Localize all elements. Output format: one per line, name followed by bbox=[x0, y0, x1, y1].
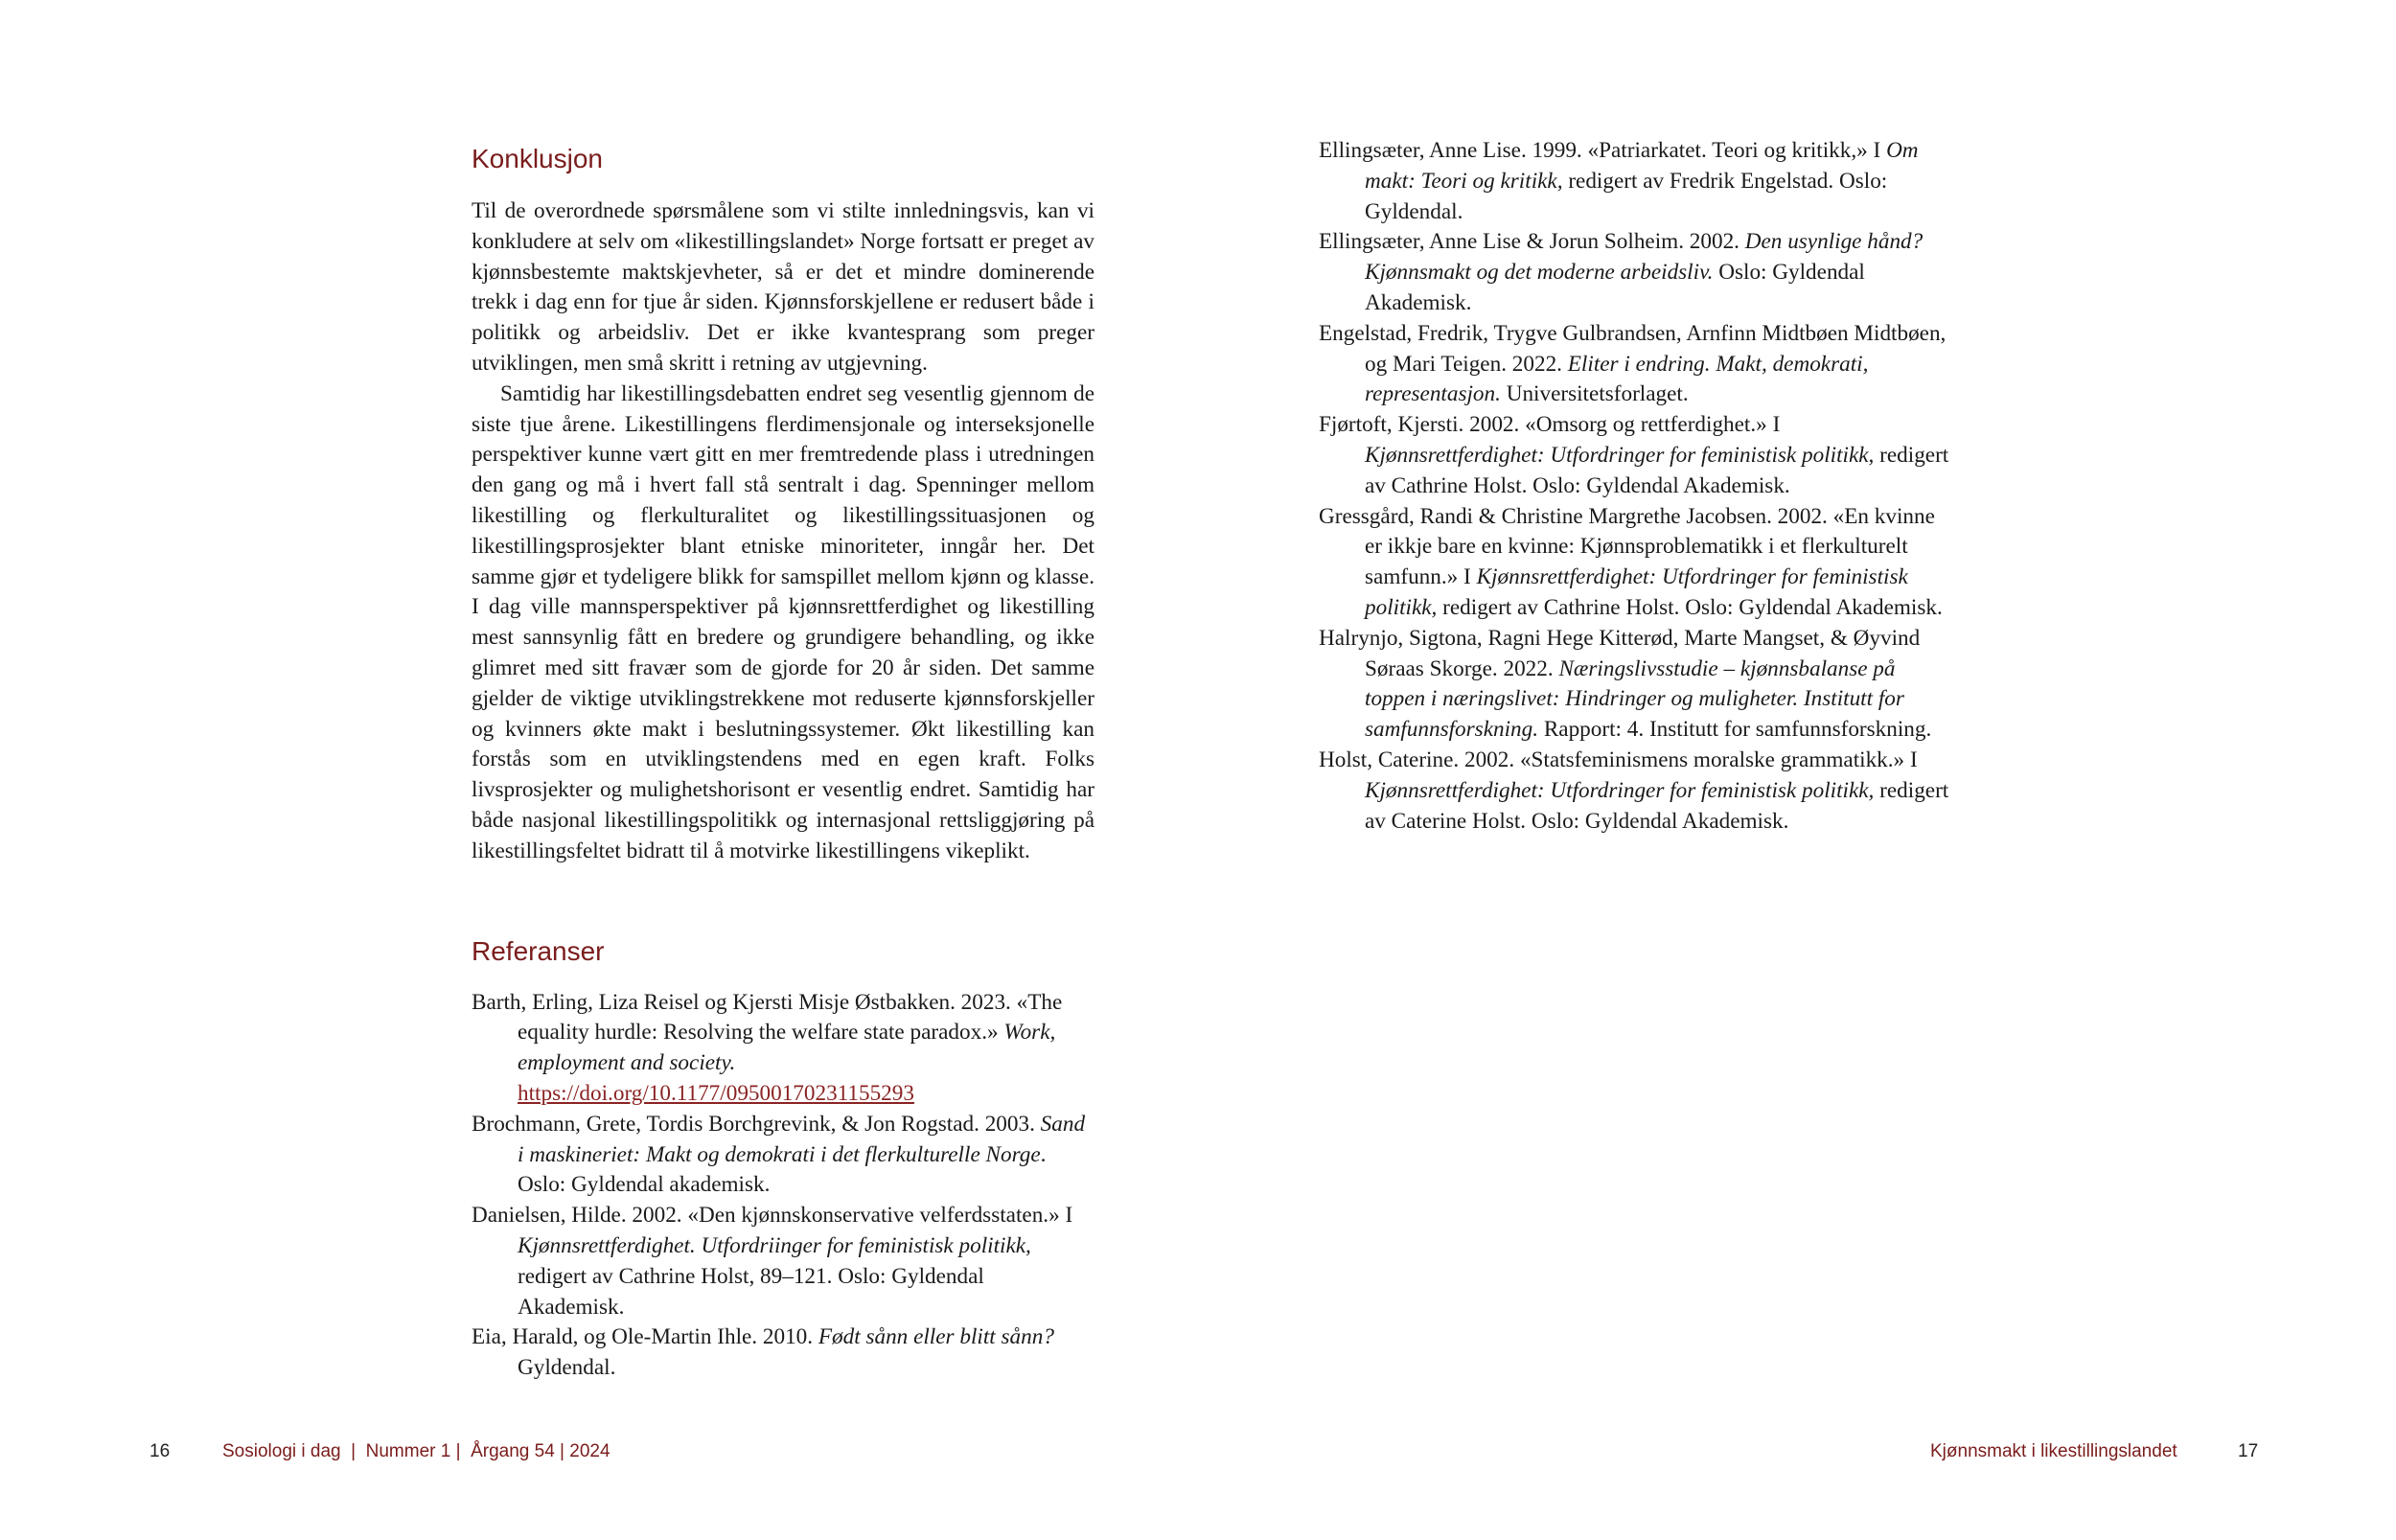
reference-entry bbox=[1319, 410, 1951, 501]
conclusion-paragraph-1: Til de overordnede spørsmålene som vi stilte innledningsvis, kan vi konkludere at selv om «likestillingslandet» Norge fortsatt er preget av kjønnsbestemte maktskjevheter, så er det et mindre dominerende trekk i dag enn for tjue år siden. Kjønnsforskjellene er redusert både i politikk og arbeidsliv. Det er ikke kvantesprang som preger utviklingen, men små skritt i retning av utgjevning. bbox=[472, 198, 1094, 376]
reference-text: Fjørtoft, Kjersti. 2002. «Omsorg og rettferdighet.» I bbox=[1319, 412, 1781, 438]
reference-text: Ellingsæter, Anne Lise & Jorun Solheim. 2002. bbox=[1319, 229, 1745, 255]
reference-list-right bbox=[1319, 136, 1951, 837]
reference-title: Kjønnsrettferdighet: Utfordringer for feministisk politikk, bbox=[1365, 442, 1875, 468]
reference-list-left bbox=[472, 988, 1094, 1384]
running-title: Kjønnsmakt i likestillingslandet bbox=[1930, 1441, 2177, 1461]
reference-text: Gyldendal. bbox=[518, 1355, 616, 1381]
reference-title: Om makt: Teori og kritikk, bbox=[1365, 138, 1919, 194]
reference-entry bbox=[472, 1110, 1094, 1201]
reference-title: Den usynlige hånd? Kjønnsmakt og det moderne arbeidsliv. bbox=[1365, 229, 1924, 286]
reference-text: Rapport: 4. Institutt for samfunnsforskning. bbox=[1538, 717, 1932, 743]
reference-title: Kjønnsrettferdighet. Utfordriinger for feministisk politikk, bbox=[518, 1232, 1031, 1258]
reference-entry bbox=[472, 988, 1094, 1110]
reference-text: redigert av Cathrine Holst. Oslo: Gyldendal Akademisk. bbox=[1437, 594, 1943, 620]
journal-info: Sosiologi i dag | Nummer 1 | Årgang 54 | 2024 bbox=[222, 1441, 611, 1461]
left-column bbox=[472, 140, 1094, 1384]
reference-text: Eia, Harald, og Ole-Martin Ihle. 2010. bbox=[472, 1324, 818, 1350]
reference-title: Født sånn eller blitt sånn? bbox=[818, 1324, 1054, 1350]
reference-text: Oslo: Gyldendal Akademisk. bbox=[1365, 260, 1865, 315]
reference-title: Kjønnsrettferdighet: Utfordringer for feministisk politikk, bbox=[1365, 777, 1875, 803]
page-number-left: 16 bbox=[150, 1441, 171, 1461]
right-column bbox=[1319, 136, 1951, 837]
reference-title: Eliter i endring. Makt, demokrati, representasjon. bbox=[1365, 351, 1869, 407]
reference-text: redigert av Cathrine Holst, 89–121. Oslo: Gyldendal Akademisk. bbox=[518, 1263, 984, 1320]
reference-text: Barth, Erling, Liza Reisel og Kjersti Misje Østbakken. 2023. «The equality hurdle: Resolving the welfare state paradox.» bbox=[472, 989, 1063, 1046]
reference-entry bbox=[1319, 227, 1951, 318]
reference-text: . Oslo: Gyldendal akademisk. bbox=[518, 1141, 1047, 1198]
reference-entry bbox=[472, 1322, 1094, 1384]
reference-title: Work, employment and society. bbox=[518, 1020, 1056, 1076]
conclusion-body bbox=[472, 196, 1094, 867]
reference-text: Holst, Caterine. 2002. «Statsfeminismens moralske grammatikk.» I bbox=[1319, 747, 1918, 772]
reference-text: redigert av Caterine Holst. Oslo: Gyldendal Akademisk. bbox=[1365, 777, 1949, 834]
reference-title: Kjønnsrettferdighet: Utfordringer for feministisk politikk, bbox=[1365, 564, 1908, 620]
doi-link[interactable]: https://doi.org/10.1177/09500170231155293 bbox=[518, 1080, 914, 1106]
reference-text: Brochmann, Grete, Tordis Borchgrevink, & Jon Rogstad. 2003. bbox=[472, 1111, 1041, 1137]
conclusion-paragraph-2: Samtidig har likestillingsdebatten endret seg vesentlig gjennom de siste tjue årene. Likestillingens flerdimensjonale og interseksjonelle perspektiver kunne vært gitt en mer fremtredende plass i utredningen den gang og må i hvert fall stå sentralt i dag. Spenninger mellom likestilling og flerkulturalitet og likestillingssituasjonen og likestillingsprosjekter blant etniske minoriteter, inngår her. Det samme gjør et tydeligere blikk for samspillet mellom kjønn og klasse. I dag ville mannsperspektiver på kjønnsrettferdighet og likestilling mest sannsynlig fått en bredere og grundigere behandling, og ikke glimret med sitt fravær som de gjorde for 20 år siden. Det samme gjelder de viktige utviklingstrekkene mot reduserte kjønnsforskjeller og kvinners økte makt i beslutningssystemer. Økt likestilling kan forstås som en utviklingstendens med en egen kraft. Folks livsprosjekter og mulighetshorisont er vesentlig endret. Samtidig har både nasjonal likestillingspolitikk og internasjonal rettsliggjøring på likestillingsfeltet bidratt til å motvirke likestillingens vikeplikt. bbox=[472, 380, 1094, 863]
reference-entry bbox=[1319, 502, 1951, 624]
reference-text: Ellingsæter, Anne Lise. 1999. «Patriarkatet. Teori og kritikk,» I bbox=[1319, 138, 1887, 163]
reference-title: Næringslivsstudie – kjønnsbalanse på toppen i næringslivet: Hindringer og muligheter. Institutt for samfunnsforskning. bbox=[1365, 655, 1904, 743]
reference-entry bbox=[472, 1201, 1094, 1322]
reference-text: Halrynjo, Sigtona, Ragni Hege Kitterød, Marte Mangset, & Øyvind Søraas Skorge. 2022. bbox=[1319, 625, 1921, 681]
reference-text: Universitetsforlaget. bbox=[1500, 381, 1689, 407]
reference-text: Gressgård, Randi & Christine Margrethe Jacobsen. 2002. «En kvinne er ikkje bare en kvinne: Kjønnsproblematikk i et flerkulturelt samfunn.» I bbox=[1319, 503, 1935, 590]
reference-entry bbox=[1319, 624, 1951, 746]
reference-text: redigert av Fredrik Engelstad. Oslo: Gyldendal. bbox=[1365, 168, 1888, 224]
reference-text: Engelstad, Fredrik, Trygve Gulbrandsen, Arnfinn Midtbøen Midtbøen, og Mari Teigen. 2022. bbox=[1319, 320, 1947, 377]
reference-entry bbox=[1319, 319, 1951, 410]
conclusion-heading: Konklusjon bbox=[472, 144, 603, 173]
reference-text: redigert av Cathrine Holst. Oslo: Gyldendal Akademisk. bbox=[1365, 442, 1949, 498]
reference-entry bbox=[1319, 136, 1951, 227]
page-number-right: 17 bbox=[2238, 1441, 2259, 1461]
reference-text: Danielsen, Hilde. 2002. «Den kjønnskonservative velferdsstaten.» I bbox=[472, 1203, 1073, 1229]
reference-title: Sand i maskineriet: Makt og demokrati i det flerkulturelle Norge bbox=[518, 1111, 1086, 1167]
references-heading: Referanser bbox=[472, 935, 605, 966]
reference-entry bbox=[1319, 746, 1951, 837]
